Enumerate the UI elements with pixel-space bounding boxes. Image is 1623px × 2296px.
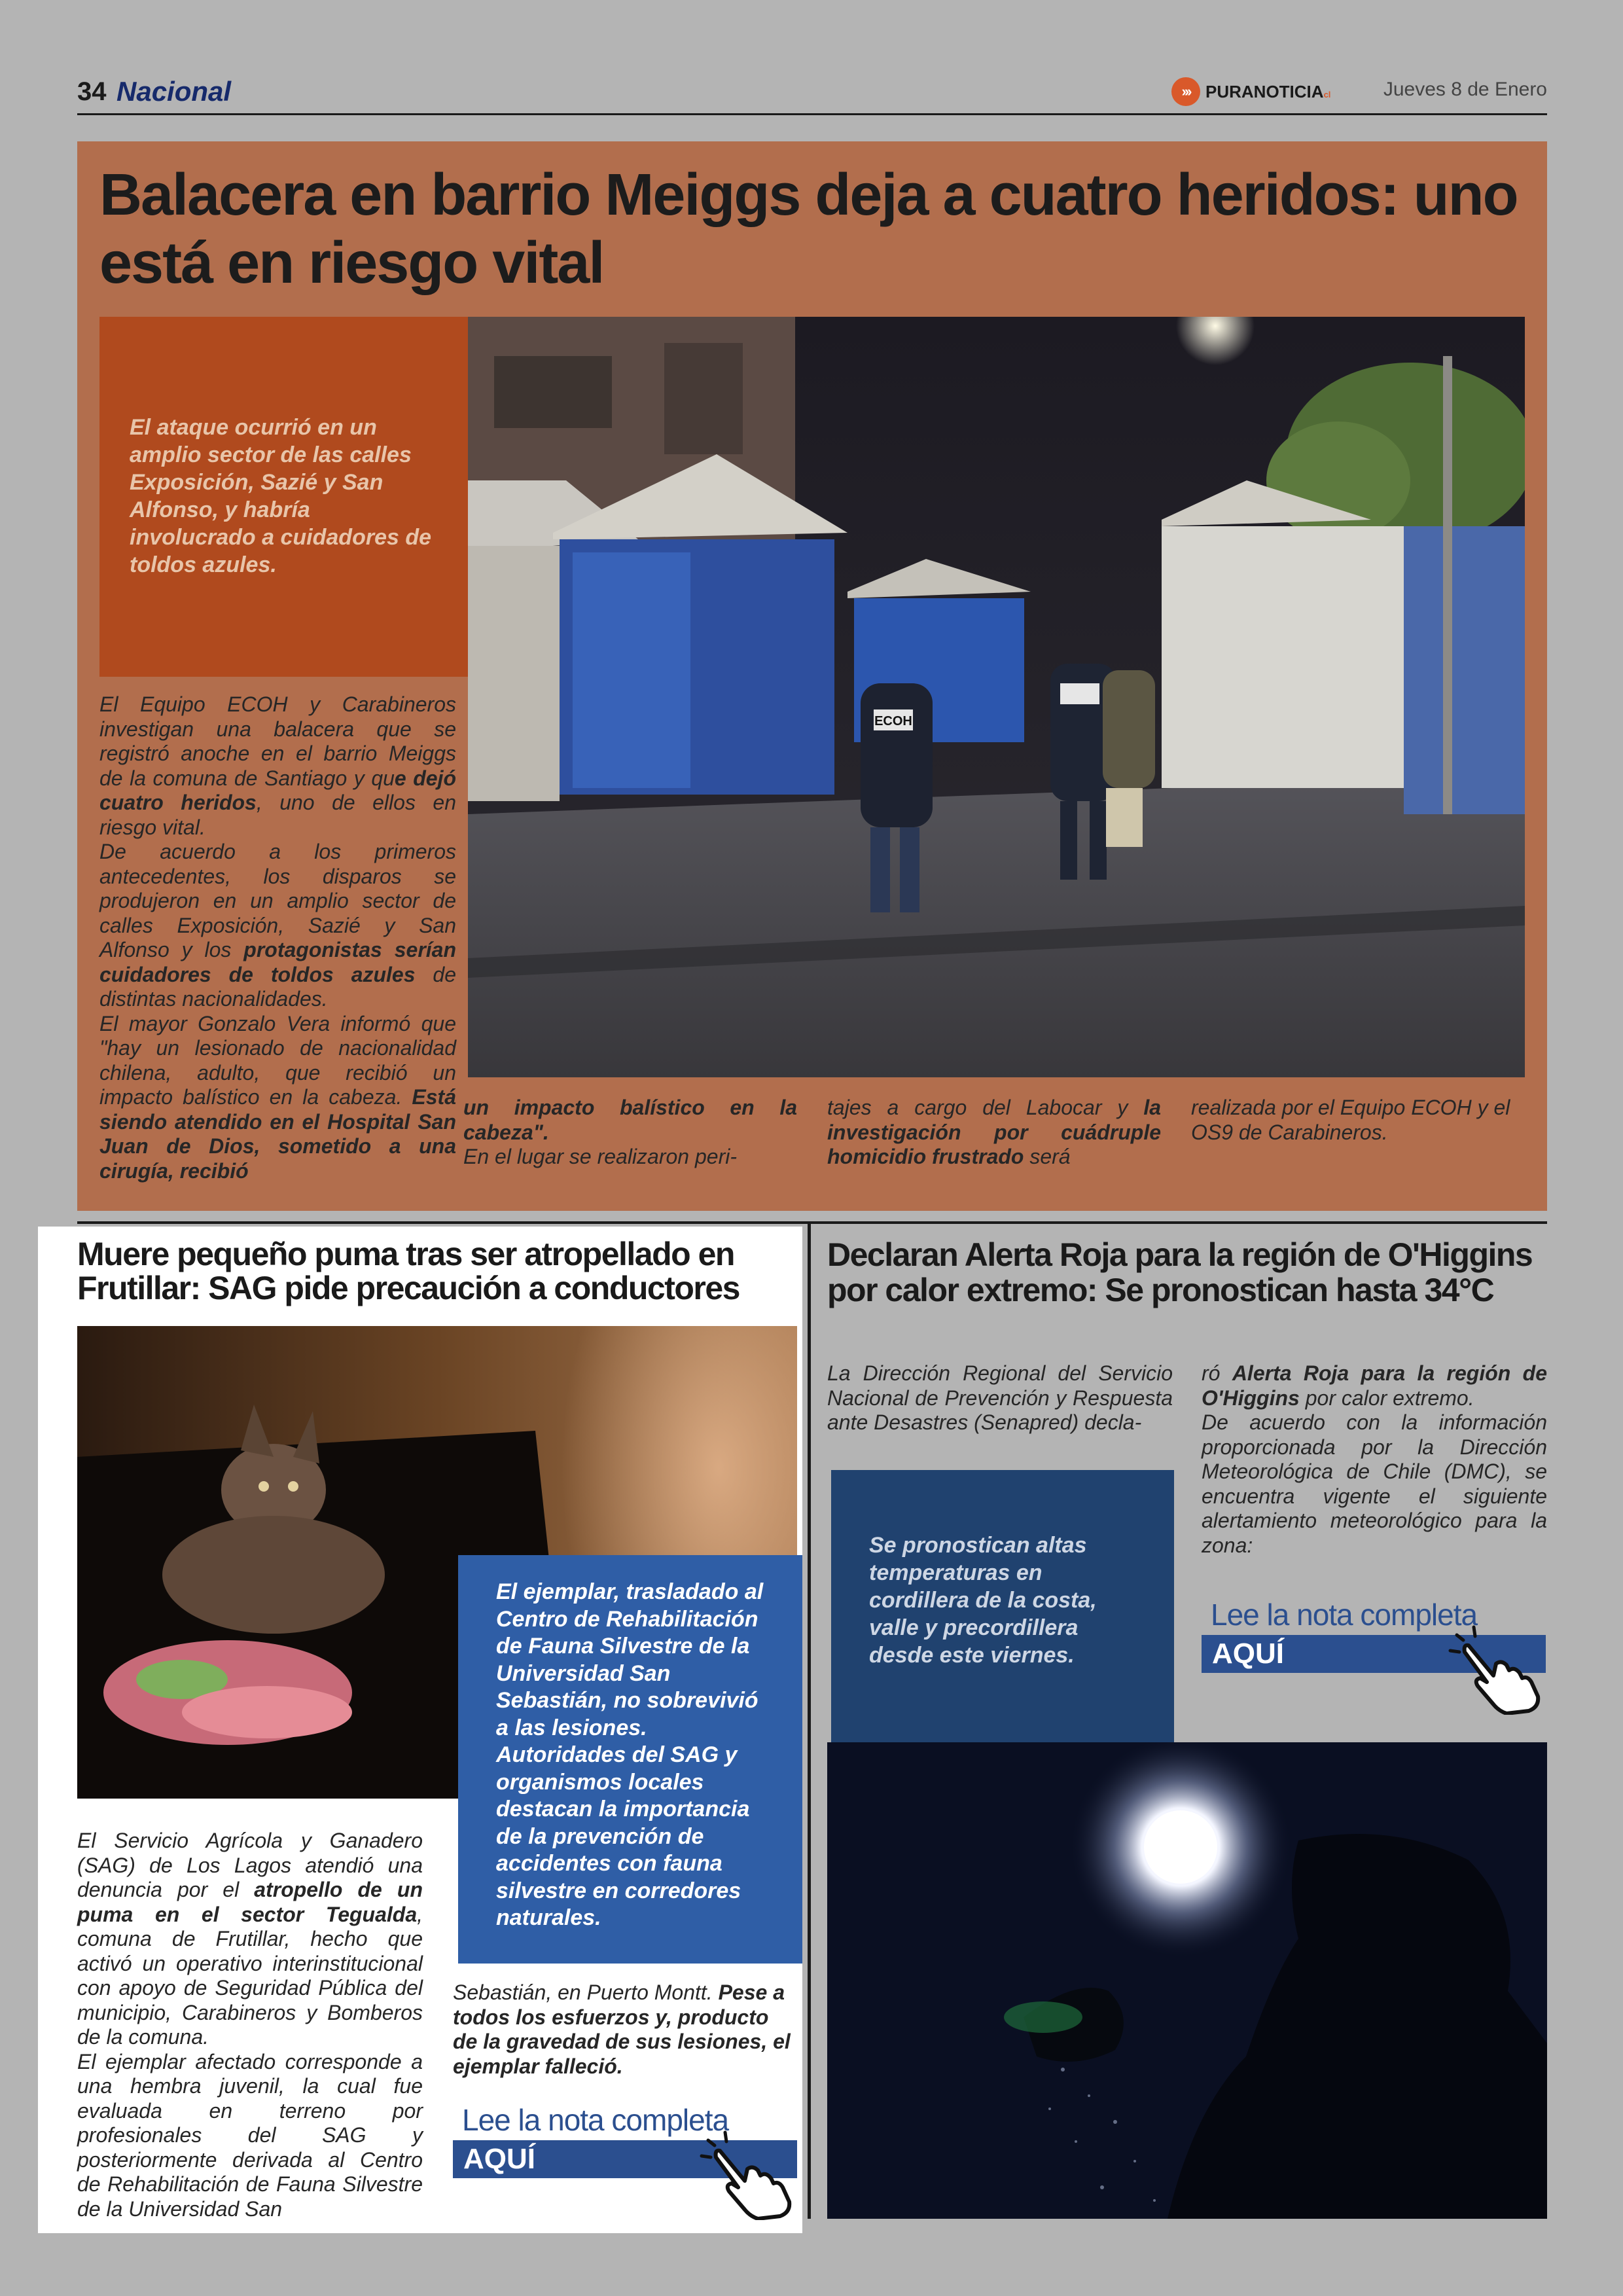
alert-read-more-link[interactable]	[1202, 1597, 1546, 1674]
brand-suffix: cl	[1323, 89, 1331, 99]
brand-name: PURANOTICIA	[1205, 81, 1324, 101]
column-divider	[808, 1224, 811, 2219]
puma-article-column-1: El Servicio Agrícola y Ganadero (SAG) de Los Lagos atendió una denuncia por el atropello de un puma en el sector Tegualda, comuna de Frutillar, hecho que activó un operativo interinstitucional con apoyo de Seguridad Pública del municipio, Carabineros y Bomberos de la comuna. El ejemplar afectado corresponde a una hembra juvenil, la cual fue evaluada en terreno por profesionales del SAG y posteriormente derivada al Centro de Rehabilitación de Fauna Silvestre de la Universidad San	[77, 1829, 423, 2221]
night-market-scene-image	[468, 317, 1525, 1077]
section-name: Nacional	[116, 76, 232, 107]
puma-article-title: Muere pequeño puma tras ser atropellado en Frutillar: SAG pide precaución a conductores	[77, 1236, 740, 1306]
top-article	[77, 141, 1547, 1211]
pointing-hand-icon	[1448, 1623, 1546, 1715]
puma-read-more-link[interactable]	[453, 2102, 797, 2179]
page-header	[77, 73, 1547, 115]
sun-silhouette-image	[827, 1742, 1547, 2219]
puma-article	[38, 1227, 802, 2233]
page-number: 34	[77, 77, 107, 106]
pointing-hand-icon	[699, 2128, 797, 2220]
top-article-column-3: tajes a cargo del Labocar y la investigación por cuádruple homicidio frustrado será	[827, 1096, 1161, 1168]
read-more-label: Lee la nota completa	[462, 2103, 729, 2137]
alert-article-column-2: ró Alerta Roja para la región de O'Higgins por calor extremo. De acuerdo con la información proporcionada por la Dirección Meteorológica de Chile (DMC), se encuentra vigente el siguiente alertamiento meteorológico para la zona:	[1202, 1361, 1548, 1557]
top-article-column-1: El Equipo ECOH y Carabineros investigan una balacera que se registró anoche en el barrio Meiggs de la comuna de Santiago y que dejó cuatro heridos, uno de ellos en riesgo vital. De acuerdo a los primeros antecedentes, los disparos se produjeron en un amplio sector de calles Exposición, Sazié y San Alfonso y los protagonistas serían cuidadores de toldos azules de distintas nacionalidades. El mayor Gonzalo Vera informó que "hay un lesionado de nacionalidad chilena, adulto, que recibió un impacto balístico en la cabeza. Está siendo atendido en el Hospital San Juan de Dios, sometido a una cirugía, recibió	[99, 692, 457, 1183]
top-article-photo	[468, 317, 1525, 1077]
chevrons-icon: ›››	[1171, 77, 1200, 106]
alert-article-photo	[827, 1742, 1547, 2219]
puma-article-column-2: Sebastián, en Puerto Montt. Pese a todos los esfuerzos y, producto de la gravedad de sus lesiones, el ejemplar falleció.	[453, 1981, 791, 2078]
section-divider	[77, 1221, 1547, 1224]
alert-article-title: Declaran Alerta Roja para la región de O'Higgins por calor extremo: Se pronostican hasta 34°C	[827, 1236, 1533, 1308]
brand-logo[interactable]	[1171, 77, 1330, 106]
read-more-label: Lee la nota completa	[1211, 1598, 1478, 1632]
top-article-callout: El ataque ocurrió en un amplio sector de las calles Exposición, Sazié y San Alfonso, y habría involucrado a cuidadores de toldos azules.	[99, 317, 468, 677]
top-article-column-4: realizada por el Equipo ECOH y el OS9 de Carabineros.	[1191, 1096, 1510, 1144]
read-more-button[interactable]: AQUÍ	[453, 2140, 797, 2178]
alert-article-column-1: La Dirección Regional del Servicio Nacional de Prevención y Respuesta ante Desastres (Senapred) decla-	[827, 1361, 1173, 1434]
top-article-column-2: un impacto balístico en la cabeza". En el lugar se realizaron peri-	[463, 1096, 797, 1168]
puma-article-callout: El ejemplar, trasladado al Centro de Rehabilitación de Fauna Silvestre de la Universidad San Sebastián, no sobrevivió a las lesiones. Autoridades del SAG y organismos locales destacan la importancia de la prevención de accidentes con fauna silvestre en corredores naturales.	[458, 1555, 802, 1964]
read-more-button[interactable]: AQUÍ	[1202, 1635, 1546, 1673]
issue-date: Jueves 8 de Enero	[1383, 79, 1547, 100]
ecoh-vest-label: ECOH	[874, 714, 912, 728]
top-article-title: Balacera en barrio Meiggs deja a cuatro heridos: uno está en riesgo vital	[99, 162, 1518, 296]
alert-article-callout: Se pronostican altas temperaturas en cordillera de la costa, valle y precordillera desde este viernes.	[831, 1470, 1174, 1742]
